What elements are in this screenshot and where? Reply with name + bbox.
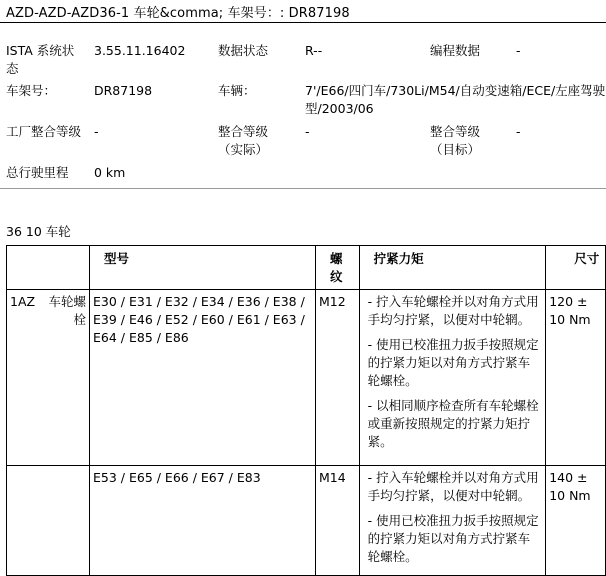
row-code: 1AZ bbox=[10, 294, 36, 309]
mileage-label: 总行驶里程 bbox=[6, 165, 69, 180]
torque-step: - 使用已校准扭力扳手按照规定的拧紧力矩以对角方式拧紧车轮螺栓。 bbox=[367, 337, 539, 388]
data-status-label: 数据状态 bbox=[218, 43, 269, 58]
factory-level-label: 工厂整合等级 bbox=[6, 124, 82, 139]
header-size: 尺寸 bbox=[546, 246, 606, 290]
factory-level-value: - bbox=[94, 124, 99, 139]
header-model: 型号 bbox=[90, 246, 316, 290]
vehicle-label: 车辆： bbox=[218, 83, 256, 98]
row-size: 140 ± 10 Nm bbox=[546, 466, 606, 576]
document-title: AZD-AZD-AZD36-1 车轮&comma; 车架号：: DR87198 bbox=[6, 6, 350, 21]
torque-step: - 拧入车轮螺栓并以对角方式用手均匀拧紧，以便对中轮辋。 bbox=[367, 470, 539, 503]
info-divider bbox=[0, 188, 606, 189]
programming-value: - bbox=[516, 43, 521, 58]
torque-step: - 以相同顺序检查所有车轮螺栓或重新按照规定的拧紧力矩拧紧。 bbox=[367, 398, 539, 449]
row-code-cell bbox=[7, 290, 90, 466]
vehicle-value: 7'/E66/四门车/730Li/M54/自动变速箱/ECE/左座驾驶型/2003/06 bbox=[305, 83, 606, 116]
table-row bbox=[7, 466, 606, 576]
row-size: 120 ± 10 Nm bbox=[546, 290, 606, 466]
torque-step: - 使用已校准扭力扳手按照规定的拧紧力矩以对角方式拧紧车轮螺栓。 bbox=[367, 513, 539, 564]
row-part-name: 车轮螺栓 bbox=[48, 294, 86, 327]
target-level-label: 整合等级（目标） bbox=[430, 124, 481, 157]
data-status-value: R-- bbox=[305, 43, 323, 58]
table-header-row bbox=[7, 246, 606, 290]
vin-label: 车架号： bbox=[6, 83, 57, 98]
target-level-value: - bbox=[516, 124, 521, 139]
mileage-value: 0 km bbox=[94, 165, 126, 180]
ista-value: 3.55.11.16402 bbox=[94, 43, 186, 58]
row-thread: M14 bbox=[316, 466, 360, 576]
row-code-cell bbox=[7, 466, 90, 576]
title-divider bbox=[0, 22, 606, 23]
row-models: E30 / E31 / E32 / E34 / E36 / E38 / E39 / E46 / E52 / E60 / E61 / E63 / E64 / E85 / E86 bbox=[90, 290, 316, 466]
programming-label: 编程数据 bbox=[430, 43, 481, 58]
row-torque-steps bbox=[359, 466, 546, 576]
spec-table bbox=[6, 245, 606, 576]
row-models: E53 / E65 / E66 / E67 / E83 bbox=[90, 466, 316, 576]
table-row bbox=[7, 290, 606, 466]
ista-label: ISTA 系统状态 bbox=[6, 43, 75, 76]
actual-level-label: 整合等级（实际） bbox=[218, 124, 269, 157]
header-code bbox=[7, 246, 90, 290]
vin-value: DR87198 bbox=[94, 83, 153, 98]
row-torque-steps bbox=[359, 290, 546, 466]
header-thread: 螺纹 bbox=[316, 246, 360, 290]
torque-step: - 拧入车轮螺栓并以对角方式用手均匀拧紧，以便对中轮辋。 bbox=[367, 294, 539, 327]
header-torque: 拧紧力矩 bbox=[359, 246, 546, 290]
actual-level-value: - bbox=[305, 124, 310, 139]
row-thread: M12 bbox=[316, 290, 360, 466]
section-title: 36 10 车轮 bbox=[6, 224, 71, 239]
